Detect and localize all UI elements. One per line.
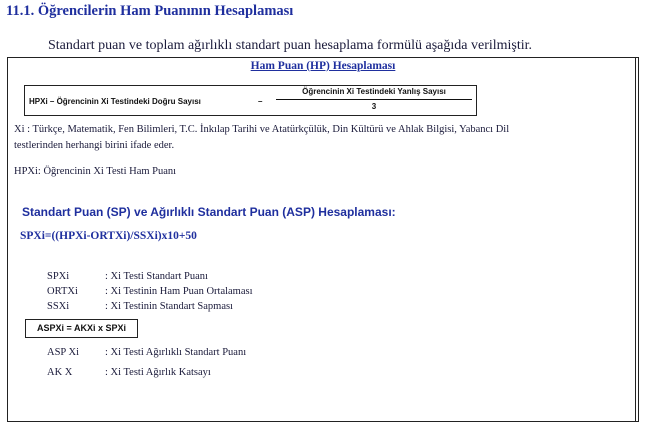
xi-description-line2: testlerinden herhangi birini ifade eder. [14,140,175,151]
section-heading: 11.1. Öğrencilerin Ham Puanının Hesaplaması [6,3,294,19]
definition-term: SPXi [47,271,70,282]
definition-term: ASP Xi [47,347,79,358]
box-title: Ham Puan (HP) Hesaplaması [250,60,396,72]
definition-desc: : Xi Testi Standart Puanı [105,271,208,282]
formula-box [7,57,639,422]
asp-formula: ASPXi = AKXi x SPXi [25,319,138,338]
formula-minus-sign: – [258,97,263,106]
definition-desc: : Xi Testi Ağırlık Katsayı [105,367,211,378]
definition-desc: : Xi Testinin Standart Sapması [105,301,233,312]
formula-numerator: Öğrencinin Xi Testindeki Yanlış Sayısı [302,87,446,96]
sp-formula: SPXi=((HPXi-ORTXi)/SSXi)x10+50 [20,230,197,242]
right-border-line [635,58,636,421]
ham-puan-formula [24,85,477,116]
sp-section-title: Standart Puan (SP) ve Ağırlıklı Standart Puan (ASP) Hesaplaması: [22,205,396,219]
fraction-bar [276,99,472,100]
hpxi-definition: HPXi: Öğrencinin Xi Testi Ham Puanı [14,166,177,177]
intro-text: Standart puan ve toplam ağırlıklı standart puan hesaplama formülü aşağıda verilmiştir. [48,38,533,53]
definition-desc: : Xi Testi Ağırlıklı Standart Puanı [105,347,247,358]
formula-left-term: HPXi – Öğrencinin Xi Testindeki Doğru Sayısı [29,97,201,106]
definition-term: SSXi [47,301,70,312]
formula-denominator: 3 [371,102,377,111]
definition-desc: : Xi Testinin Ham Puan Ortalaması [105,286,253,297]
definition-term: AK X [47,367,73,378]
xi-description-line1: Xi : Türkçe, Matematik, Fen Bilimleri, T.C. İnkılap Tarihi ve Atatürkçülük, Din Kültürü ve Ahlak Bilgisi, Yabancı Dil [14,124,510,135]
definition-term: ORTXi [47,286,78,297]
